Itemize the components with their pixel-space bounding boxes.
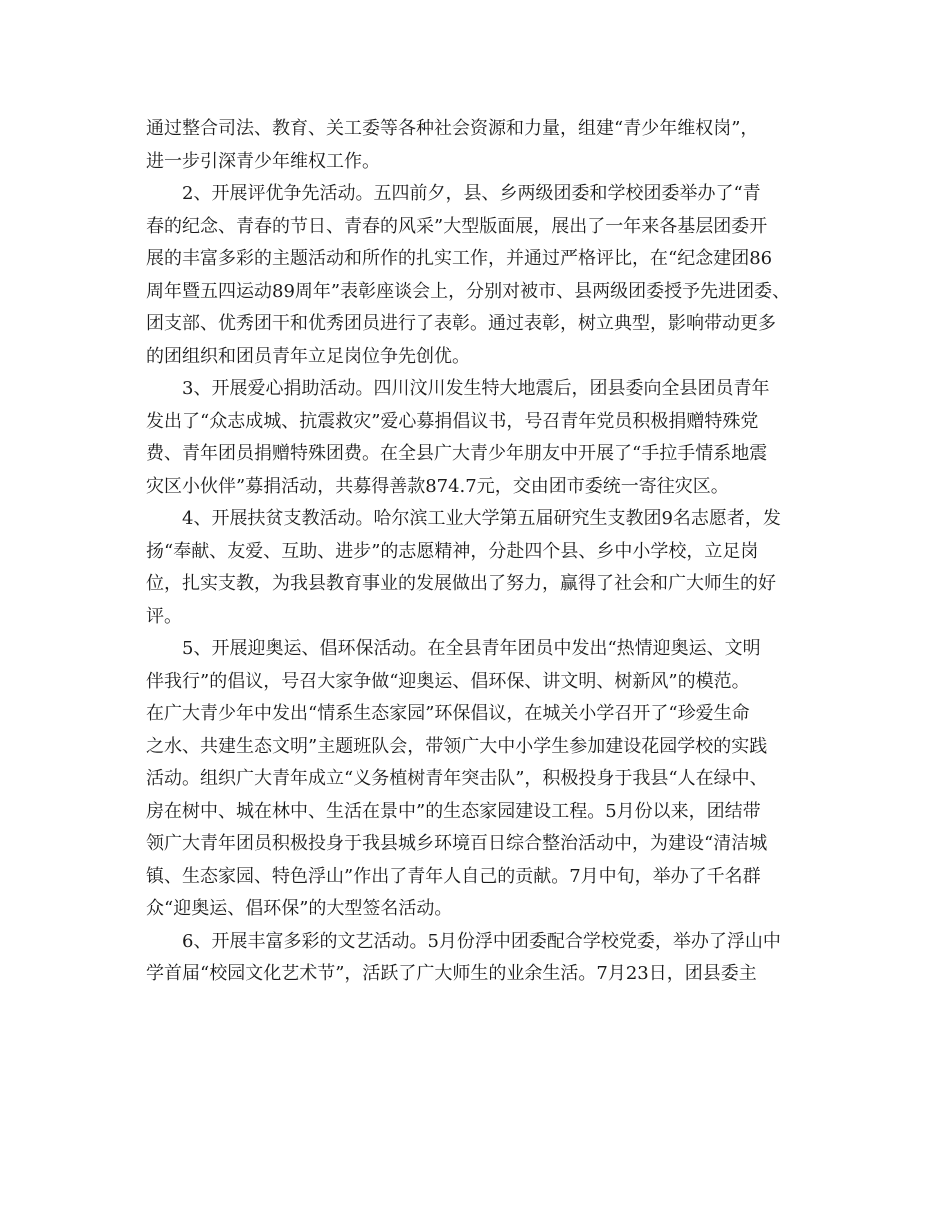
text-line: 伴我行”的倡议，号召大家争做“迎奥运、倡环保、讲文明、树新风”的模范。 <box>146 670 750 692</box>
text-line: 进一步引深青少年维权工作。 <box>146 150 380 172</box>
text-line: 房在树中、城在林中、生活在景中”的生态家园建设工程。5月份以来，团结带 <box>146 800 761 822</box>
text-line: 之水、共建生态文明”主题班队会，带领广大中小学生参加建设花园学校的实践 <box>146 735 768 757</box>
paragraph-4 <box>146 503 826 633</box>
text-line: 2、开展评优争先活动。五四前夕，县、乡两级团委和学校团委举办了“青 <box>182 183 761 204</box>
text-line: 费、青年团员捐赠特殊团费。在全县广大青少年朋友中开展了“手拉手情系地震 <box>146 443 768 464</box>
paragraph-3 <box>146 373 826 503</box>
text-line: 扬“奉献、友爱、互助、进步”的志愿精神，分赴四个县、乡中小学校，立足岗 <box>146 540 759 562</box>
text-line: 活动。组织广大青年成立“义务植树青年突击队”，积极投身于我县“人在绿中、 <box>146 768 768 789</box>
paragraph-6 <box>146 926 826 991</box>
text-line: 众“迎奥运、倡环保”的大型签名活动。 <box>146 898 453 919</box>
text-line: 位，扎实支教，为我县教育事业的发展做出了努力，赢得了社会和广大师生的好 <box>146 573 776 594</box>
text-line: 展的丰富多彩的主题活动和所作的扎实工作，并通过严格评比，在“纪念建团86 <box>146 248 773 269</box>
text-line: 学首届“校园文化艺术节”，活跃了广大师生的业余生活。7月23日，团县委主 <box>146 963 757 984</box>
paragraph-2 <box>146 178 826 373</box>
text-line: 3、开展爱心捐助活动。四川汶川发生特大地震后，团县委向全县团员青年 <box>182 378 770 399</box>
text-line: 发出了“众志成城、抗震救灾”爱心募捐倡议书，号召青年党员积极捐赠特殊党 <box>146 410 759 432</box>
text-line: 在广大青少年中发出“情系生态家园”环保倡议，在城关小学召开了“珍爱生命 <box>146 703 750 724</box>
text-line: 评。 <box>146 605 182 627</box>
text-line: 通过整合司法、教育、关工委等各种社会资源和力量，组建“青少年维权岗”， <box>146 118 759 139</box>
text-line: 春的纪念、青春的节日、青春的风采”大型版面展，展出了一年来各基层团委开 <box>146 215 768 237</box>
text-line: 灾区小伙伴”募捐活动，共募得善款874.7元，交由团市委统一寄往灾区。 <box>146 475 729 497</box>
paragraph-5 <box>146 633 826 926</box>
text-line: 4、开展扶贫支教活动。哈尔滨工业大学第五届研究生支教团9名志愿者，发 <box>182 508 781 529</box>
paragraph-1 <box>146 113 826 178</box>
document-body <box>146 113 826 991</box>
text-line: 5、开展迎奥运、倡环保活动。在全县青年团员中发出“热情迎奥运、文明 <box>182 638 761 659</box>
text-line: 团支部、优秀团干和优秀团员进行了表彰。通过表彰，树立典型，影响带动更多 <box>146 313 776 334</box>
text-line: 周年暨五四运动89周年”表彰座谈会上，分别对被市、县两级团委授予先进团委、 <box>146 280 791 302</box>
text-line: 的团组织和团员青年立足岗位争先创优。 <box>146 345 470 367</box>
text-line: 6、开展丰富多彩的文艺活动。5月份浮中团委配合学校党委，举办了浮山中 <box>182 930 781 952</box>
text-line: 领广大青年团员积极投身于我县城乡环境百日综合整治活动中，为建设“清洁城 <box>146 833 768 854</box>
text-line: 镇、生态家园、特色浮山”作出了青年人自己的贡献。7月中旬，举办了千名群 <box>146 865 761 887</box>
